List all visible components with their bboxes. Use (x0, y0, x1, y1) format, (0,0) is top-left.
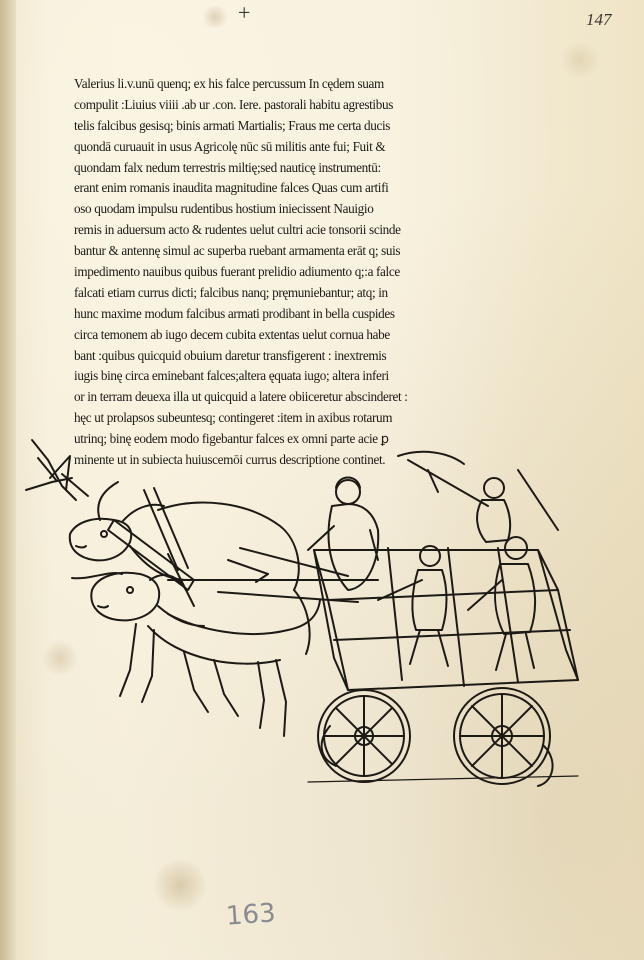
ox-leg (214, 660, 238, 716)
ox-nostril (76, 546, 86, 548)
ox-leg (120, 624, 136, 696)
cart-frame (538, 550, 578, 680)
text-line: circa temonem ab iugo decem cubita extentas uelut cornua habe (74, 326, 390, 342)
cart-post (388, 548, 402, 680)
soldier-body (477, 500, 510, 542)
top-ink-mark: + (238, 0, 251, 25)
ox-horn (122, 505, 164, 522)
ox-neck (158, 606, 204, 626)
text-line: bant :quibus quicquid obuium daretur transfigerent : inextremis (74, 347, 387, 363)
chariot-woodcut-illustration (18, 430, 598, 840)
text-line: or in terram deuexa illa ut quicquid a latere obiiceretur abscinderet : (74, 389, 408, 405)
ox-leg (142, 630, 154, 702)
ox-body (168, 600, 320, 634)
text-line: minente ut in subiecta huiuscemōi currus descriptione continet. (74, 452, 386, 468)
scythe-blade (50, 456, 70, 490)
soldier-leg (410, 630, 420, 664)
body-text (74, 74, 444, 471)
soldier-head (484, 478, 504, 498)
text-line: hęc ut prolapsos subeuntesq; contingeret :item in axibus rotarum (74, 410, 393, 426)
ox-body (148, 626, 280, 664)
soldier-leg (526, 634, 534, 668)
text-line: bantur & antennę simul ac superba ruebant armamenta erāt q; suis (74, 243, 401, 259)
ox-eye (101, 531, 107, 537)
paper-stain (560, 40, 600, 80)
crossbow (398, 452, 464, 464)
text-line: iugis binę circa eminebant falces;altera ęquata iugo; altera inferi (74, 368, 389, 384)
crossbow (408, 460, 488, 506)
text-line: hunc maxime modum falcibus armati prodibant in bella cuspides (74, 305, 395, 321)
oxen-team (70, 482, 320, 736)
text-line: falcati etiam currus dicti; falcibus nanq; pręmuniebantur; atq; in (74, 284, 388, 300)
ox-eye (127, 587, 133, 593)
pencil-page-number: 163 (225, 898, 277, 932)
paper-stain (150, 860, 210, 910)
ox-leg (258, 662, 264, 728)
soldier-body (412, 570, 446, 630)
ox-leg (276, 660, 286, 736)
text-line: compulit :Liuius viiii .ab ur .con. Iere. pastorali habitu agrestibus (74, 96, 394, 112)
soldier-arm (370, 530, 378, 560)
soldier-body-mail (329, 504, 379, 590)
ox-horn (72, 573, 122, 578)
spear (518, 470, 558, 530)
text-line: impedimento nauibus quibus fuerant prelidio adiumento q;:a falce (74, 264, 400, 280)
chariot-wheel-left (318, 690, 410, 782)
text-line: quondā curuauit in usus Agricolę nūc sū militis ante fui; Fuit & (74, 138, 386, 154)
soldier-leg (496, 634, 506, 670)
front-scythes (26, 440, 88, 500)
ox-leg (184, 652, 208, 712)
wheel-spokes (460, 694, 544, 778)
cart-frame (328, 590, 578, 690)
paper-stain (200, 6, 230, 28)
cart-box (314, 548, 578, 690)
chariot-wheel-right (454, 688, 553, 786)
cart-rail (334, 630, 570, 640)
text-line: erant enim romanis inaudita magnitudine falces Quas cum artifi (74, 180, 389, 196)
text-line: Valerius li.v.unū quenq; ex his falce percussum In cędem suam (74, 76, 384, 91)
text-line: oso quodam impulsu rudentibus hostium iniecissent Nauigio (74, 201, 374, 217)
scythe-blade (32, 440, 76, 500)
ox-nostril (98, 606, 108, 608)
spear (228, 560, 268, 582)
text-line: utrinq; binę eodem modo figebantur falces ex omni parte acie ꝑ (74, 431, 389, 447)
soldier-arm (468, 580, 502, 610)
page-gutter-shadow (0, 0, 16, 960)
text-line: remis in aduersum acto & rudentes uelut cultri acie tonsorii scinde (74, 222, 401, 238)
cart-post (448, 548, 464, 686)
wheel-spokes (324, 696, 404, 776)
text-line: telis falcibus gesisq; binis armati Martialis; Fraus me certa ducis (74, 117, 391, 133)
text-line: quondam falx nedum terrestris miltię;sed nauticę instrumentū: (74, 159, 381, 175)
ox-horn (98, 482, 118, 520)
folio-number: 147 (586, 10, 612, 29)
soldier-head (336, 480, 360, 504)
cart-post (498, 548, 518, 682)
soldiers (308, 452, 558, 670)
